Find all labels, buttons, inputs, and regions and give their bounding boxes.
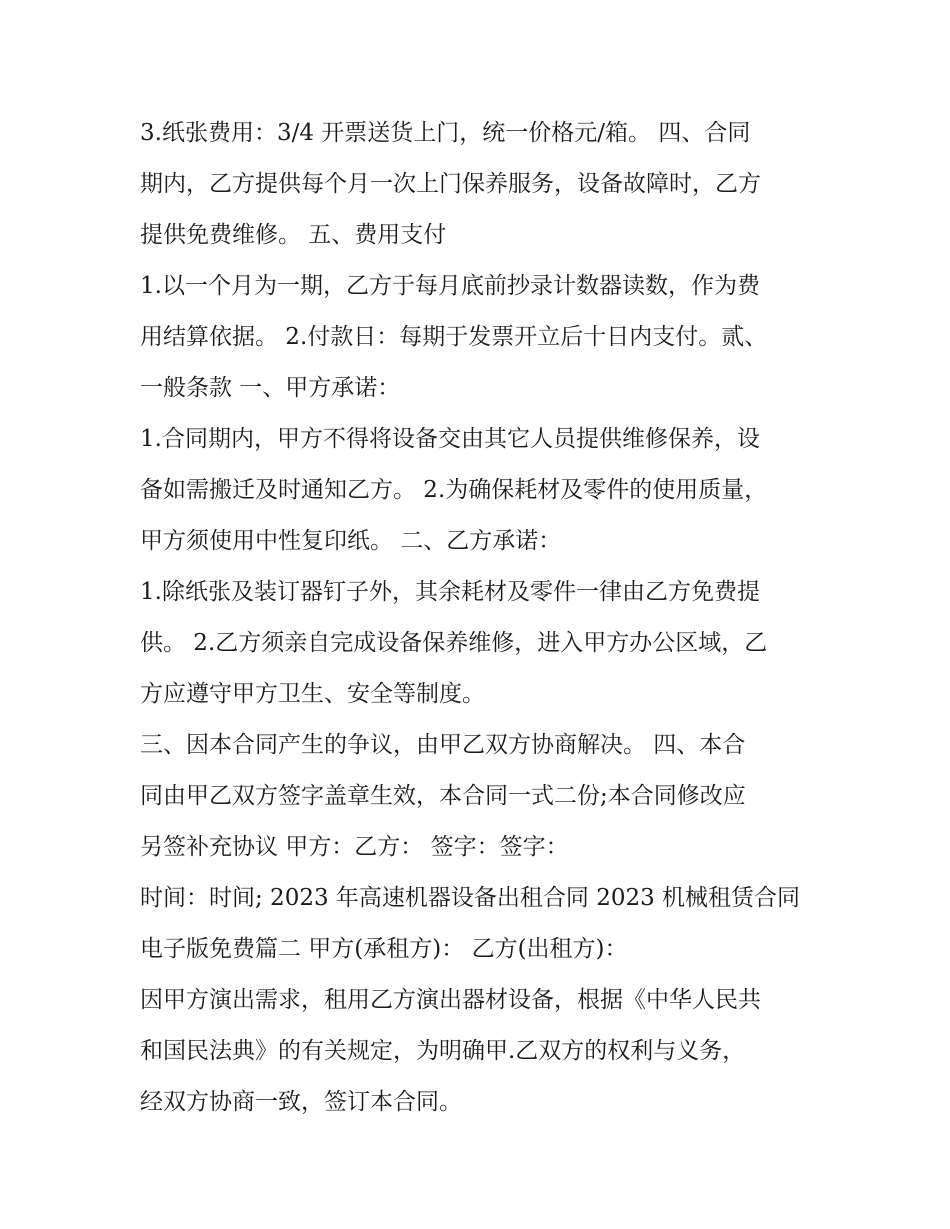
text-line-9: 甲方须使用中性复印纸。 二、乙方承诺： — [140, 528, 562, 554]
text-line-8: 备如需搬迁及时通知乙方。 2.为确保耗材及零件的使用质量， — [140, 477, 768, 503]
text-line-2: 期内，乙方提供每个月一次上门保养服务，设备故障时，乙方 — [140, 171, 761, 197]
text-line-16: 时间：时间; 2023 年高速机器设备出租合同 2023 机械租赁合同 — [140, 885, 801, 911]
text-line-19: 和国民法典》的有关规定，为明确甲.乙双方的权利与义务， — [140, 1038, 746, 1064]
text-line-15: 另签补充协议 甲方：乙方： 签字：签字： — [140, 834, 569, 860]
text-line-1: 3.纸张费用：3/4 开票送货上门，统一价格元/箱。 四、合同 — [140, 120, 751, 146]
text-line-14: 同由甲乙双方签字盖章生效，本合同一式二份;本合同修改应 — [140, 783, 746, 809]
text-line-18: 因甲方演出需求，租用乙方演出器材设备，根据《中华人民共 — [140, 987, 761, 1013]
text-line-10: 1.除纸张及装订器钉子外，其余耗材及零件一律由乙方免费提 — [140, 579, 760, 605]
text-line-12: 方应遵守甲方卫生、安全等制度。 — [140, 681, 485, 707]
text-line-17: 电子版免费篇二 甲方(承租方)： 乙方(出租方)： — [140, 936, 628, 962]
text-line-5: 用结算依据。 2.付款日：每期于发票开立后十日内支付。贰、 — [140, 324, 768, 350]
text-line-4: 1.以一个月为一期，乙方于每月底前抄录计数器读数，作为费 — [140, 273, 760, 299]
text-line-13: 三、因本合同产生的争议，由甲乙双方协商解决。 四、本合 — [140, 732, 746, 758]
text-line-20: 经双方协商一致，签订本合同。 — [140, 1089, 462, 1115]
text-line-11: 供。 2.乙方须亲自完成设备保养维修，进入甲方办公区域，乙 — [140, 630, 768, 656]
document-body — [140, 108, 820, 1128]
text-line-6: 一般条款 一、甲方承诺： — [140, 375, 401, 401]
text-line-3: 提供免费维修。 五、费用支付 — [140, 222, 447, 248]
text-line-7: 1.合同期内，甲方不得将设备交由其它人员提供维修保养，设 — [140, 426, 760, 452]
